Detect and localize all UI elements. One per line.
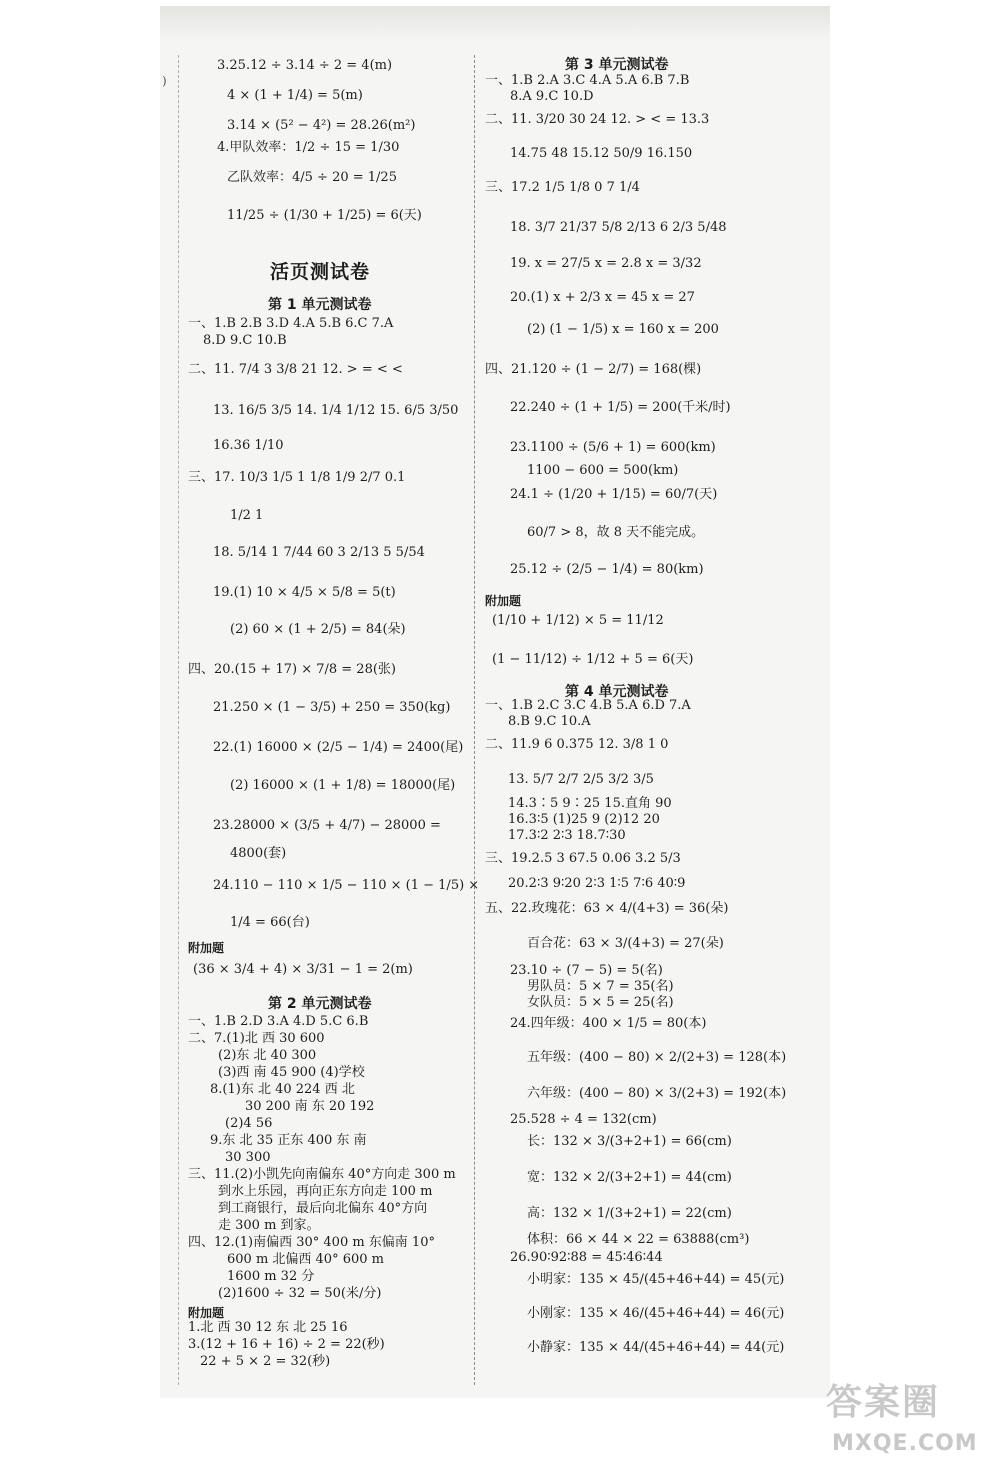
answer-line: 25.528 ÷ 4 = 132(cm)	[510, 1112, 657, 1127]
answer-line: 走 300 m 到家。	[218, 1218, 320, 1233]
answer-line: 23.1100 ÷ (5/6 + 1) = 600(km)	[510, 440, 716, 455]
answer-line: 五、22.玫瑰花：63 × 4/(4+3) = 36(朵)	[485, 901, 729, 916]
answer-line: 19. x = 27/5 x = 2.8 x = 3/32	[510, 256, 702, 271]
answer-line: 4800(套)	[230, 846, 287, 861]
answer-line: 1600 m 32 分	[227, 1269, 315, 1284]
answer-line: 600 m 北偏西 40° 600 m	[227, 1252, 384, 1267]
answer-line: 13. 16/5 3/5 14. 1/4 1/12 15. 6/5 3/50	[213, 403, 459, 418]
answer-line: 4.甲队效率：1/2 ÷ 15 = 1/30	[217, 140, 400, 155]
unit2-title: 第 2 单元测试卷	[268, 996, 372, 1012]
unit4-title: 第 4 单元测试卷	[565, 684, 669, 700]
answer-line: (2) 16000 × (1 + 1/8) = 18000(尾)	[230, 778, 456, 793]
margin-mark: )	[162, 74, 167, 88]
extra-question-title: 附加题	[485, 594, 522, 608]
answer-line: 22 + 5 × 2 = 32(秒)	[200, 1354, 331, 1369]
answer-line: 22.240 ÷ (1 + 1/5) = 200(千米/时)	[510, 400, 731, 415]
answer-line: 女队员：5 × 5 = 25(名)	[527, 995, 674, 1010]
answer-line: 四、20.(15 + 17) × 7/8 = 28(张)	[188, 662, 396, 677]
answer-line: 24.1 ÷ (1/20 + 1/15) = 60/7(天)	[510, 487, 718, 502]
answer-line: 一、1.B 2.D 3.A 4.D 5.C 6.B	[188, 1014, 369, 1029]
column-divider	[474, 55, 475, 1385]
answer-line: 1100 − 600 = 500(km)	[527, 463, 679, 478]
answer-line: 17.3∶2 2∶3 18.7∶30	[508, 828, 626, 843]
unit1-title: 第 1 单元测试卷	[268, 297, 372, 313]
answer-line: 20.2∶3 9∶20 2∶3 1∶5 7∶6 40∶9	[508, 876, 686, 891]
watermark-logo: 答案圈	[826, 1382, 941, 1423]
answer-line: 8.(1)东 北 40 224 西 北	[210, 1082, 355, 1097]
answer-line: 9.东 北 35 正东 400 东 南	[210, 1133, 367, 1148]
answer-line: 三、19.2.5 3 67.5 0.06 3.2 5/3	[485, 851, 681, 866]
answer-line: 六年级：(400 − 80) × 3/(2+3) = 192(本)	[527, 1086, 787, 1101]
answer-line: (2) 60 × (1 + 2/5) = 84(朵)	[230, 622, 406, 637]
answer-line: 22.(1) 16000 × (2/5 − 1/4) = 2400(尾)	[213, 740, 464, 755]
answer-line: 4 × (1 + 1/4) = 5(m)	[227, 88, 363, 103]
answer-line: 23.10 ÷ (7 − 5) = 5(名)	[510, 963, 663, 978]
answer-line: 1.北 西 30 12 东 北 25 16	[188, 1320, 348, 1335]
page-title: 活页测试卷	[270, 261, 371, 283]
answer-line: 11/25 ÷ (1/30 + 1/25) = 6(天)	[227, 208, 422, 223]
answer-line: 30 200 南 东 20 192	[245, 1099, 375, 1114]
answer-line: 二、11.9 6 0.375 12. 3/8 1 0	[485, 737, 669, 752]
answer-line: (3)西 南 45 900 (4)学校	[218, 1065, 365, 1080]
answer-line: 19.(1) 10 × 4/5 × 5/8 = 5(t)	[213, 585, 396, 600]
answer-line: 到工商银行，最后向北偏东 40°方向	[218, 1201, 428, 1216]
watermark-url: MXQE.COM	[832, 1431, 978, 1456]
answer-line: 14.3∶5 9∶25 15.直角 90	[508, 796, 672, 811]
answer-line: 体积：66 × 44 × 22 = 63888(cm³)	[527, 1232, 750, 1247]
answer-line: 23.28000 × (3/5 + 4/7) − 28000 =	[213, 818, 441, 833]
answer-line: (2)1600 ÷ 32 = 50(米/分)	[218, 1286, 382, 1301]
answer-line: 小明家：135 × 45/(45+46+44) = 45(元)	[527, 1272, 785, 1287]
answer-line: 8.D 9.C 10.B	[203, 333, 287, 348]
answer-line: 20.(1) x + 2/3 x = 45 x = 27	[510, 290, 695, 305]
answer-line: 18. 5/14 1 7/44 60 3 2/13 5 5/54	[213, 545, 425, 560]
answer-line: 14.75 48 15.12 50/9 16.150	[510, 146, 693, 161]
answer-line: 25.12 ÷ (2/5 − 1/4) = 80(km)	[510, 562, 704, 577]
answer-line: 26.90∶92∶88 = 45∶46∶44	[510, 1250, 663, 1265]
answer-line: 二、11. 7/4 3 3/8 21 12. > = < <	[188, 362, 403, 377]
answer-line: 三、17.2 1/5 1/8 0 7 1/4	[485, 180, 640, 195]
answer-line: 3.14 × (5² − 4²) = 28.26(m²)	[227, 118, 416, 133]
answer-line: 16.36 1/10	[213, 438, 284, 453]
answer-line: 60/7 > 8，故 8 天不能完成。	[527, 525, 705, 540]
answer-line: 二、11. 3/20 30 24 12. > < = 13.3	[485, 112, 710, 127]
answer-line: 男队员：5 × 7 = 35(名)	[527, 979, 674, 994]
answer-line: (2)4 56	[225, 1116, 273, 1131]
answer-line: 3.(12 + 16 + 16) ÷ 2 = 22(秒)	[188, 1337, 385, 1352]
answer-line: 一、1.B 2.C 3.C 4.B 5.A 6.D 7.A	[485, 698, 691, 713]
answer-line: 宽：132 × 2/(3+2+1) = 44(cm)	[527, 1170, 732, 1185]
answer-line: (36 × 3/4 + 4) × 3/31 − 1 = 2(m)	[193, 962, 413, 977]
answer-line: 三、17. 10/3 1/5 1 1/8 1/9 2/7 0.1	[188, 470, 406, 485]
unit3-title: 第 3 单元测试卷	[565, 57, 669, 73]
answer-line: 一、1.B 2.B 3.D 4.A 5.B 6.C 7.A	[188, 316, 394, 331]
answer-line: 小刚家：135 × 46/(45+46+44) = 46(元)	[527, 1306, 785, 1321]
answer-line: 百合花：63 × 3/(4+3) = 27(朵)	[527, 936, 724, 951]
answer-line: 三、11.(2)小凯先向南偏东 40°方向走 300 m	[188, 1167, 456, 1182]
answer-line: 长：132 × 3/(3+2+1) = 66(cm)	[527, 1134, 732, 1149]
answer-line: (1/10 + 1/12) × 5 = 11/12	[492, 613, 664, 628]
extra-question-title: 附加题	[188, 941, 225, 955]
answer-line: 24.四年级：400 × 1/5 = 80(本)	[510, 1016, 707, 1031]
answer-line: 1/4 = 66(台)	[230, 915, 310, 930]
answer-line: 小静家：135 × 44/(45+46+44) = 44(元)	[527, 1340, 785, 1355]
answer-line: 8.A 9.C 10.D	[510, 89, 594, 104]
extra-question-title: 附加题	[188, 1306, 225, 1320]
answer-line: (1 − 11/12) ÷ 1/12 + 5 = 6(天)	[492, 652, 694, 667]
answer-line: 四、21.120 ÷ (1 − 2/7) = 168(棵)	[485, 362, 702, 377]
answer-line: 一、1.B 2.A 3.C 4.A 5.A 6.B 7.B	[485, 73, 690, 88]
answer-line: 二、7.(1)北 西 30 600	[188, 1031, 325, 1046]
answer-line: 13. 5/7 2/7 2/5 3/2 3/5	[508, 772, 654, 787]
answer-line: 8.B 9.C 10.A	[508, 714, 591, 729]
answer-line: (2)东 北 40 300	[218, 1048, 317, 1063]
answer-line: 18. 3/7 21/37 5/8 2/13 6 2/3 5/48	[510, 220, 727, 235]
answer-line: 1/2 1	[230, 508, 264, 523]
answer-line: 乙队效率：4/5 ÷ 20 = 1/25	[227, 170, 397, 185]
answer-line: 四、12.(1)南偏西 30° 400 m 东偏南 10°	[188, 1235, 435, 1250]
scan-shadow	[160, 6, 830, 40]
answer-line: 21.250 × (1 − 3/5) + 250 = 350(kg)	[213, 700, 451, 715]
answer-line: 24.110 − 110 × 1/5 − 110 × (1 − 1/5) ×	[213, 878, 480, 893]
answer-line: 3.25.12 ÷ 3.14 ÷ 2 = 4(m)	[217, 58, 393, 73]
answer-line: 五年级：(400 − 80) × 2/(2+3) = 128(本)	[527, 1050, 787, 1065]
answer-line: 30 300	[225, 1150, 271, 1165]
answer-line: 16.3∶5 (1)25 9 (2)12 20	[508, 812, 660, 827]
binding-line	[178, 55, 179, 1385]
answer-line: 高：132 × 1/(3+2+1) = 22(cm)	[527, 1206, 732, 1221]
answer-line: (2) (1 − 1/5) x = 160 x = 200	[527, 322, 719, 337]
answer-line: 到水上乐园，再向正东方向走 100 m	[218, 1184, 433, 1199]
